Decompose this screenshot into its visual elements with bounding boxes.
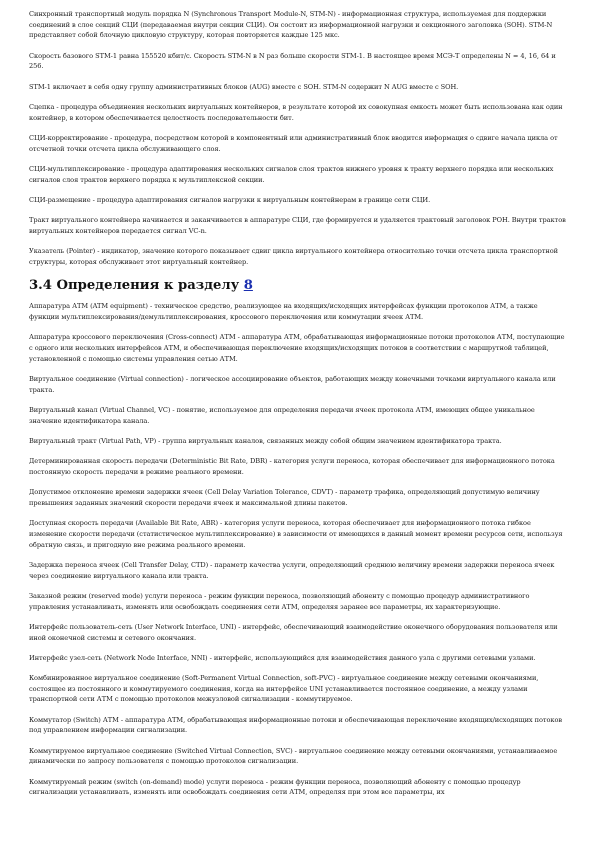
paragraph-stm-n: Синхронный транспортный модуль порядка N (Synchronous Transport Module-N, STM-N) - информационная структура, используемая для поддержки соединений в слое секций СЦИ (передаваемая внутри секции СЦИ). Он состоит из информационной нагрузки и секционного заголовка (SOH). STM-N представляет собой блочную цикловую структуру, которая повторяется каждые 125 мкс. [29,10,553,40]
section-heading [29,278,567,294]
definition-reserved-mode: Заказной режим (reserved mode) услуги переноса - режим функции переноса, позволяющий абоненту с помощью процедур административного управления устанавливать, изменять или освобождать соединения сети АТМ, определяя заранее все параметры, их характеризующие. [29,591,530,611]
definition-virtual-channel: Виртуальный канал (Virtual Channel, VC) - понятие, используемое для определения передачи ячеек протокола АТМ, имеющих общее уникальное значение идентификатора канала. [29,406,535,425]
definition-cdvt: Допустимое отклонение времени задержки ячеек (Cell Delay Variation Tolerance, CDVT) - параметр трафика, определяющий допустимую величину превышения заданных значений скорости передачи ячеек и максимальной длины пакетов. [29,488,540,507]
definition-soft-pvc: Комбинированное виртуальное соединение (Soft-Permanent Virtual Connection, soft-PVC) - виртуальное соединение между сетевыми окончаниями, состоящее из постоянного и коммутируемого соединения, когда на интерфейсе UNI устанавливается постоянное соединение, а между узлами транспортной сети АТМ с помощью протоколов межузловой сигнализации - коммутируемое. [29,674,539,704]
definition-dbr: Детерминированная скорость передачи (Deterministic Bit Rate, DBR) - категория услуги переноса, которая обеспечивает для информационного потока постоянную скорость передачи в режиме реального времени. [29,457,555,476]
definition-virtual-path: Виртуальный тракт (Virtual Path, VP) - группа виртуальных каналов, связанных между собой общим значением идентификатора тракта. [29,437,502,445]
paragraph-concatenation: Сцепка - процедура объединения нескольких виртуальных контейнеров, в результате которой их совокупная емкость может быть использована как один контейнер, в котором обеспечивается целостность последовательности бит. [29,102,563,122]
definition-cross-connect: Аппаратура кроссового переключения (Cross-connect) АТМ - аппаратура АТМ, обрабатывающая информационные потоки протоколов АТМ, поступающие с одного или нескольких интерфейсов АТМ, и обеспечивающая переключение входящих/исходящих потоков в соответствии с маршрутной таблицей, установленной с помощью системы управления сетью АТМ. [29,333,565,363]
definition-nni: Интерфейс узел-сеть (Network Node Interface, NNI) - интерфейс, использующийся для взаимодействия данного узла с другими сетевыми узлами. [29,653,536,662]
paragraph-vc-path: Тракт виртуального контейнера начинается и заканчивается в аппаратуре СЦИ, где формируется и удаляется трактовый заголовок POH. Внутри трактов виртуальных контейнеров передается сигнал VC-n. [29,216,566,235]
definition-svc: Коммутируемое виртуальное соединение (Switched Virtual Connection, SVC) - виртуальное соединение между сетевыми окончаниями, устанавливаемое динамически по запросу пользователя с помощью протоколов сигнализации. [29,746,558,766]
section-heading-text: 3.4 Определения к разделу [29,278,244,294]
definition-atm-equipment: Аппаратура АТМ (ATM equipment) - техническое средство, реализующее на входящих/исходящих интерфейсах функции протоколов АТМ, а также функции мультиплексирования/демультиплексирования, кроссового переключения или коммутации ячеек АТМ. [29,302,538,322]
paragraph-pointer: Указатель (Pointer) - индикатор, значение которого показывает сдвиг цикла виртуального контейнера относительно точки отсчета цикла транспортной структуры, которая обслуживает этот виртуальный контейнер. [29,247,559,266]
paragraph-stm-aug: STM-1 включает в себя одну группу административных блоков (AUG) вместе с SOH. STM-N содержит N AUG вместе с SOH. [29,82,459,91]
definition-uni: Интерфейс пользователь-сеть (User Network Interface, UNI) - интерфейс, обеспечивающий взаимодействие оконечного оборудования пользователя или иной оконечной системы и сетевого окончания. [29,622,558,642]
definition-ctd: Задержка переноса ячеек (Cell Transfer Delay, CTD) - параметр качества услуги, определяющий среднюю величину времени задержки переноса ячеек через соединение виртуального канала или тракта. [29,560,555,580]
paragraph-sdh-multiplexing: СЦИ-мультиплексирование - процедура адаптирования нескольких сигналов слоя трактов нижнего уровня к тракту верхнего порядка или нескольких сигналов слоя трактов верхнего порядка к мультиплексной секции. [29,164,554,184]
definition-switch: Коммутатор (Switch) АТМ - аппаратура АТМ, обрабатывающая информационные потоки и обеспечивающая переключение входящих/исходящих потоков под управлением информации сигнализации. [29,715,563,735]
definition-virtual-connection: Виртуальное соединение (Virtual connection) - логическое ассоциирование объектов, работающих между конечными точками виртуального канала или тракта. [29,375,556,394]
paragraph-sdh-correction: СЦИ-корректирование - процедура, посредством которой в компонентный или административный блок вводится информация о сдвиге начала цикла от отсчетной точки отсчета цикла обслуживающего слоя. [29,133,558,153]
paragraph-stm-speed: Скорость базового STM-1 равна 155520 кбит/с. Скорость STM-N в N раз больше скорости STM-1. В настоящее время МСЭ-Т определены N = 4, 16, 64 и 256. [29,51,556,71]
definition-switch-mode: Коммутируемый режим (switch (on-demand) mode) услуги переноса - режим функции переноса, позволяющий абоненту с помощью процедур сигнализации устанавливать, изменять или освобождать соединения сети АТМ, определяя при этом все параметры, их [29,777,521,797]
definition-abr: Доступная скорость передачи (Available Bit Rate, ABR) - категория услуги переноса, которая обеспечивает для информационного потока гибкое изменение скорости передачи (статистическое мультиплексирование) в зависимости от имеющихся в данный момент времени ресурсов сети, используя обратную связь, и пригодную вне режима реального времени. [29,519,563,549]
section-reference-link[interactable]: 8 [243,278,253,294]
paragraph-sdh-mapping: СЦИ-размещение - процедура адаптирования сигналов нагрузки к виртуальным контейнерам в границе сети СЦИ. [29,195,431,204]
